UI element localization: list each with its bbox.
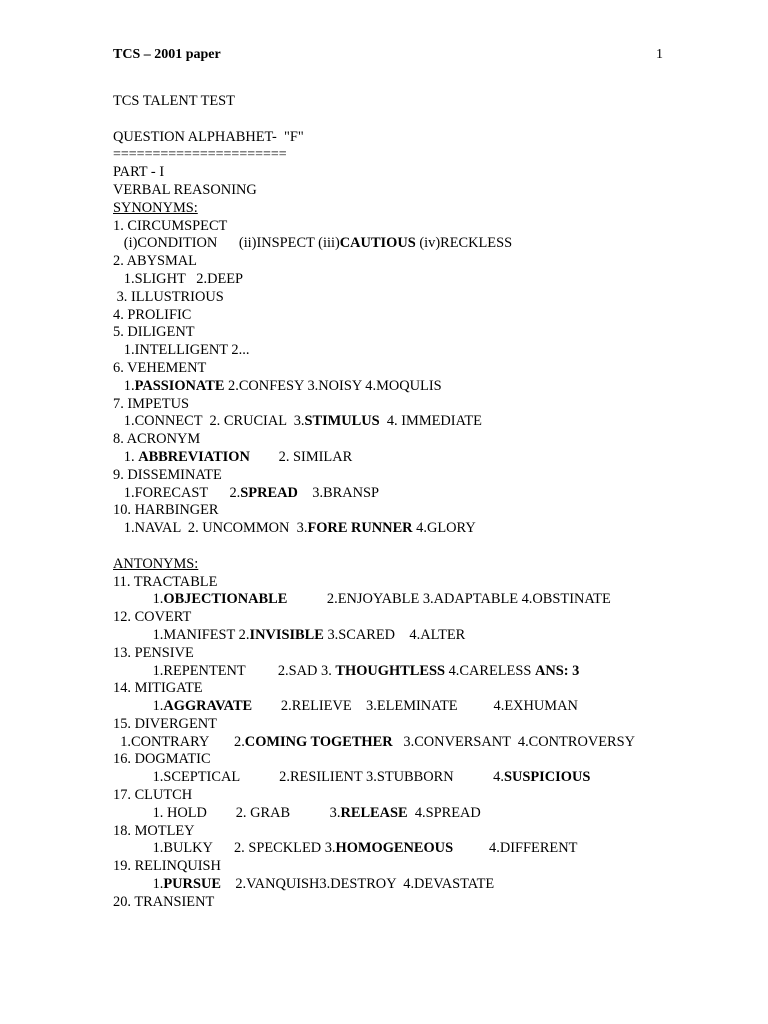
answer-options xyxy=(113,485,713,503)
option-text: 2. SIMILAR xyxy=(249,448,353,465)
document-body xyxy=(113,93,713,912)
answer-highlight: PASSIONATE xyxy=(134,377,225,394)
page-number: 1 xyxy=(656,47,663,62)
option-text: 1.SCEPTICAL 2.RESILIENT 3.STUBBORN 4. xyxy=(113,769,504,786)
option-text: 1. xyxy=(113,591,164,608)
answer-highlight: ABBREVIATION xyxy=(138,448,250,465)
option-text: (i)CONDITION (ii)INSPECT (iii) xyxy=(113,235,340,252)
option-text: 1. xyxy=(113,876,164,893)
synonyms-heading: SYNONYMS: xyxy=(113,199,198,216)
question-alphabet: QUESTION ALPHABHET- "F" xyxy=(113,128,304,145)
question-item: 15. DIVERGENT xyxy=(113,715,217,732)
section-title: VERBAL REASONING xyxy=(113,181,257,198)
option-text: 4.CARELESS xyxy=(444,662,535,679)
option-text: 2.CONFESY 3.NOISY 4.MOQULIS xyxy=(224,377,442,394)
option-text: 1. xyxy=(113,698,164,715)
question-item: 6. VEHEMENT xyxy=(113,359,207,376)
option-text: 2.RELIEVE 3.ELEMINATE 4.EXHUMAN xyxy=(252,698,578,715)
question-item: 11. TRACTABLE xyxy=(113,573,218,590)
answer-options xyxy=(113,378,713,396)
option-text: 3.CONVERSANT 4.CONTROVERSY xyxy=(392,733,636,750)
antonyms-list xyxy=(113,574,713,912)
synonyms-list xyxy=(113,218,713,538)
answer-highlight: SPREAD xyxy=(240,484,298,501)
question-item: 20. TRANSIENT xyxy=(113,893,215,910)
answer-options xyxy=(113,769,713,787)
answer-highlight: RELEASE xyxy=(340,804,408,821)
option-text: 1.SLIGHT 2.DEEP xyxy=(113,270,244,287)
answer-options xyxy=(113,591,713,609)
answer-highlight: SUSPICIOUS xyxy=(503,769,591,786)
option-text: 1.NAVAL 2. UNCOMMON 3. xyxy=(113,520,308,537)
option-text: 1.INTELLIGENT 2... xyxy=(113,342,250,359)
answer-options xyxy=(113,805,713,823)
question-item: 14. MITIGATE xyxy=(113,680,203,697)
answer-options xyxy=(113,413,713,431)
answer-options xyxy=(113,663,713,681)
option-text: 1. xyxy=(113,448,139,465)
answer-highlight: STIMULUS xyxy=(304,413,380,430)
page-header-title: TCS – 2001 paper xyxy=(113,47,221,62)
option-text: 2.VANQUISH3.DESTROY 4.DEVASTATE xyxy=(220,876,495,893)
option-text: 3.SCARED 4.ALTER xyxy=(323,626,466,643)
option-text: 4. IMMEDIATE xyxy=(379,413,482,430)
answer-options xyxy=(113,734,713,752)
question-item: 3. ILLUSTRIOUS xyxy=(113,288,224,305)
answer-highlight: HOMOGENEOUS xyxy=(335,840,454,857)
answer-options xyxy=(113,520,713,538)
answer-highlight: FORE RUNNER xyxy=(307,520,413,537)
answer-options xyxy=(113,342,713,360)
option-text: 1.REPENTENT 2.SAD 3. xyxy=(113,662,336,679)
answer-options xyxy=(113,627,713,645)
question-item: 13. PENSIVE xyxy=(113,644,194,661)
question-item: 5. DILIGENT xyxy=(113,324,195,341)
answer-highlight: OBJECTIONABLE xyxy=(163,591,288,608)
answer-options xyxy=(113,271,713,289)
answer-options xyxy=(113,449,713,467)
question-item: 2. ABYSMAL xyxy=(113,253,197,270)
option-text: 1.FORECAST 2. xyxy=(113,484,241,501)
option-text: 1.CONNECT 2. CRUCIAL 3. xyxy=(113,413,305,430)
option-text: 1. HOLD 2. GRAB 3. xyxy=(113,804,341,821)
question-item: 18. MOTLEY xyxy=(113,822,195,839)
answer-highlight: AGGRAVATE xyxy=(163,698,253,715)
option-text: 1.MANIFEST 2. xyxy=(113,626,250,643)
answer-options xyxy=(113,840,713,858)
option-text: 4.DIFFERENT xyxy=(453,840,578,857)
option-text: 4.SPREAD xyxy=(407,804,481,821)
antonyms-heading: ANTONYMS: xyxy=(113,555,199,572)
question-item: 10. HARBINGER xyxy=(113,502,219,519)
answer-highlight: CAUTIOUS xyxy=(339,235,416,252)
option-text: 4.GLORY xyxy=(412,520,476,537)
question-item: 9. DISSEMINATE xyxy=(113,466,222,483)
test-title: TCS TALENT TEST xyxy=(113,93,235,109)
question-item: 1. CIRCUMSPECT xyxy=(113,217,228,234)
question-item: 8. ACRONYM xyxy=(113,431,201,448)
answer-highlight: COMING TOGETHER xyxy=(244,733,393,750)
answer-highlight: THOUGHTLESS xyxy=(335,662,445,679)
answer-highlight: ANS: 3 xyxy=(534,662,580,679)
question-item: 16. DOGMATIC xyxy=(113,751,211,768)
question-item: 17. CLUTCH xyxy=(113,787,193,804)
answer-highlight: INVISIBLE xyxy=(249,626,324,643)
option-text: 1.BULKY 2. SPECKLED 3. xyxy=(113,840,336,857)
option-text: 2.ENJOYABLE 3.ADAPTABLE 4.OBSTINATE xyxy=(287,591,611,608)
option-text: 3.BRANSP xyxy=(297,484,380,501)
question-item: 4. PROLIFIC xyxy=(113,306,192,323)
option-text: 1.CONTRARY 2. xyxy=(113,733,245,750)
question-item: 19. RELINQUISH xyxy=(113,858,221,875)
option-text: 1. xyxy=(113,377,135,394)
option-text: (iv)RECKLESS xyxy=(415,235,513,252)
answer-highlight: PURSUE xyxy=(163,876,221,893)
question-item: 12. COVERT xyxy=(113,609,192,626)
separator-rule: ====================== xyxy=(113,147,287,163)
answer-options xyxy=(113,876,713,894)
answer-options xyxy=(113,698,713,716)
part-label: PART - I xyxy=(113,164,165,181)
answer-options xyxy=(113,235,713,253)
question-item: 7. IMPETUS xyxy=(113,395,189,412)
